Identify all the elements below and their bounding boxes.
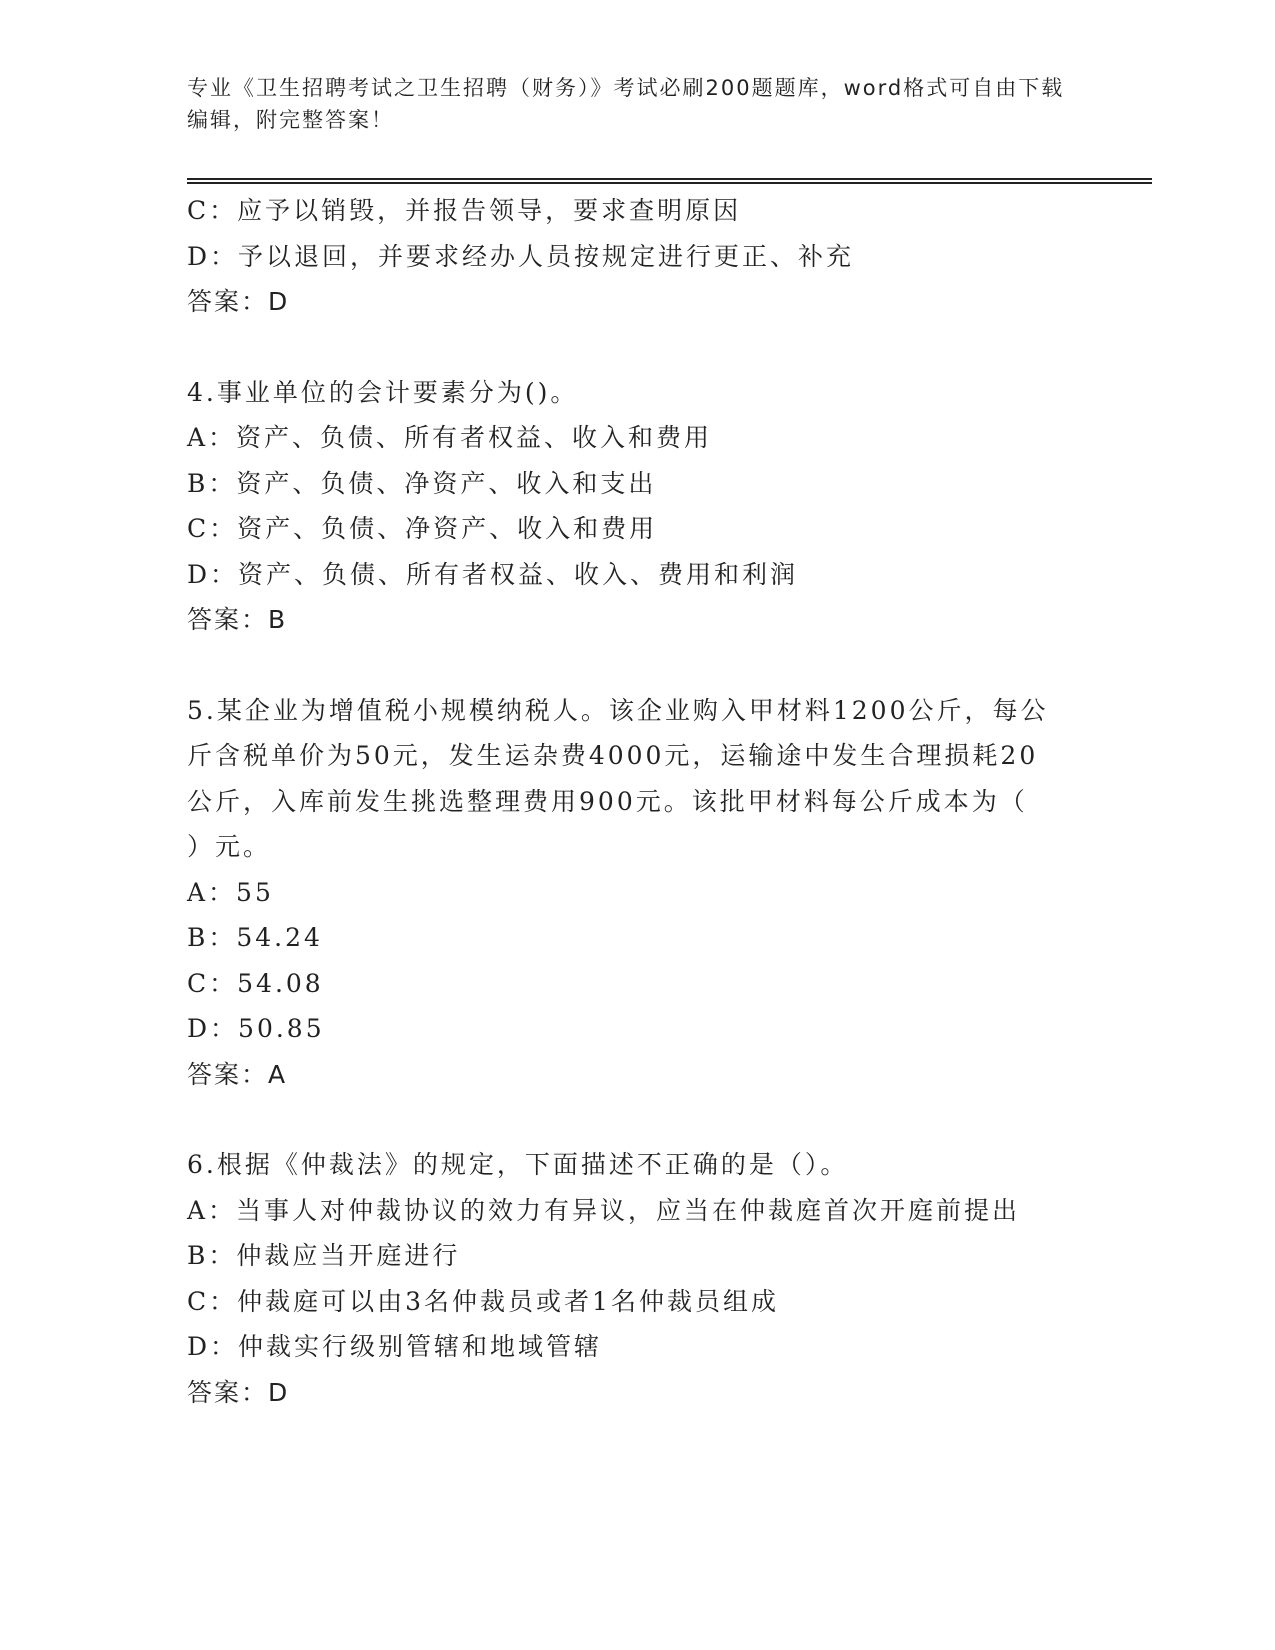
question-4 <box>187 370 1087 643</box>
question-stem-line-1: 5.某企业为增值税小规模纳税人。该企业购入甲材料1200公斤，每公 <box>187 695 1049 725</box>
option-a: A：55 <box>187 877 274 907</box>
header-divider-top <box>187 178 1152 180</box>
question-stem: 4.事业单位的会计要素分为()。 <box>187 377 579 407</box>
spacer <box>187 1097 1087 1142</box>
question-5 <box>187 688 1087 1098</box>
page-header-title: 专业《卫生招聘考试之卫生招聘（财务）》考试必刷200题题库，word格式可自由下载编辑，附完整答案！ <box>187 76 1065 132</box>
option-d: D：资产、负债、所有者权益、收入、费用和利润 <box>187 559 799 589</box>
header-divider-bottom <box>187 182 1152 184</box>
option-c: C：应予以销毁，并报告领导，要求查明原因 <box>187 196 742 225</box>
answer-line: 答案：D <box>187 287 290 316</box>
question-stem: 6.根据《仲裁法》的规定，下面描述不正确的是（）。 <box>187 1150 849 1179</box>
option-c: C：资产、负债、净资产、收入和费用 <box>187 514 658 543</box>
option-c: C：仲裁庭可以由3名仲裁员或者1名仲裁员组成 <box>187 1286 779 1316</box>
answer-line: 答案：D <box>187 1377 290 1407</box>
spacer <box>187 325 1087 370</box>
question-body <box>187 188 1087 1415</box>
question-stem-line-3: 公斤，入库前发生挑选整理费用900元。该批甲材料每公斤成本为（ <box>187 786 1028 816</box>
option-b: B：资产、负债、净资产、收入和支出 <box>187 468 657 498</box>
option-c: C：54.08 <box>187 968 324 998</box>
answer-line: 答案：B <box>187 605 288 634</box>
option-b: B：54.24 <box>187 923 323 952</box>
option-d: D：予以退回，并要求经办人员按规定进行更正、补充 <box>187 241 855 271</box>
question-3-continuation <box>187 188 1087 325</box>
option-d: D：50.85 <box>187 1014 325 1043</box>
answer-line: 答案：A <box>187 1059 288 1089</box>
question-stem-line-2: 斤含税单价为50元，发生运杂费4000元，运输途中发生合理损耗20 <box>187 741 1039 770</box>
question-stem-line-4: ）元。 <box>187 832 272 861</box>
question-6 <box>187 1142 1087 1415</box>
option-a: A：当事人对仲裁协议的效力有异议，应当在仲裁庭首次开庭前提出 <box>187 1195 1021 1225</box>
spacer <box>187 643 1087 688</box>
option-a: A：资产、负债、所有者权益、收入和费用 <box>187 423 713 452</box>
option-d: D：仲裁实行级别管辖和地域管辖 <box>187 1332 603 1361</box>
option-b: B：仲裁应当开庭进行 <box>187 1241 461 1270</box>
